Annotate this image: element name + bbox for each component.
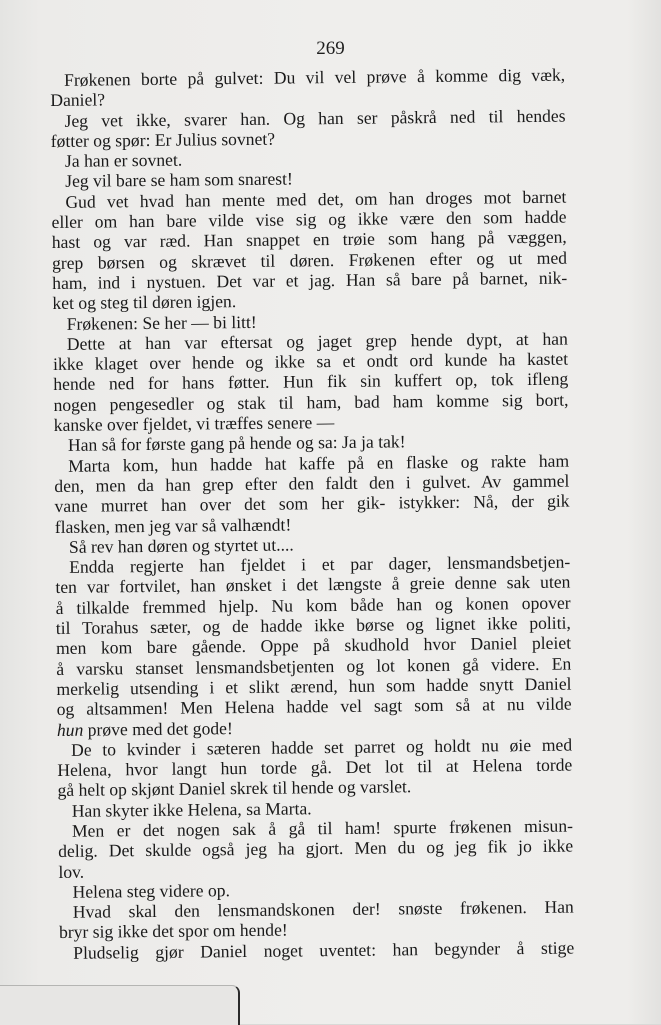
text-line: ham, ind i nystuen. Det var et jag. Han så bare på barnet, nik-: [52, 268, 567, 294]
scanner-edge: [0, 985, 240, 1025]
text-line: vane murret han over det som her gik- istykker: Nå, der gik: [54, 491, 569, 517]
text-line: delig. Det skulde også jeg ha gjort. Men du og jeg fik jo ikke: [58, 836, 573, 862]
text-line: Jeg vet ikke, svarer han. Og han ser påskrå ned til hendes: [50, 105, 565, 131]
text-line: Frøkenen borte på gulvet: Du vil vel prøve å komme dig væk,: [50, 65, 565, 91]
text-line: føtter og spør: Er Julius sovnet?: [51, 125, 566, 151]
text-line: Pludselig gjør Daniel noget uventet: han begynder å stige: [59, 937, 574, 963]
text-line: hast og var ræd. Han snappet en trøie som hang på væggen,: [52, 227, 567, 253]
text-line: bryr sig ikke det spor om hende!: [59, 917, 574, 943]
text-line: Ja han er sovnet.: [51, 146, 566, 172]
text-line: Så rev han døren og styrtet ut....: [55, 531, 570, 557]
text-line: hende ned for hans føtter. Hun fik sin kuffert op, tok ifleng: [53, 369, 568, 395]
text-line: ten var fortvilet, han ønsket i det længste å greie denne sak uten: [55, 572, 570, 598]
text-line: og altsammen! Men Helena hadde vel sagt som så at nu vilde: [57, 694, 572, 720]
text-line: til Torahus sæter, og de hadde ikke børse og lignet ikke politi,: [56, 613, 571, 639]
text-line: eller om han bare vilde vise sig og ikke være den som hadde: [51, 207, 566, 233]
text-line: lov.: [58, 856, 573, 882]
text-line: ikke klaget over hende og ikke sa et ondt ord kunde ha kastet: [53, 349, 568, 375]
text-line: den, men da han grep efter den faldt den i gulvet. Av gammel: [54, 471, 569, 497]
text-line: men kom bare gående. Oppe på skudhold hvor Daniel pleiet: [56, 633, 571, 659]
text-line: gå helt op skjønt Daniel skrek til hende og varslet.: [57, 775, 572, 801]
text-line: nogen pengesedler og stak til ham, bad ham komme sig bort,: [53, 389, 568, 415]
text-line: flasken, men jeg var så valhændt!: [55, 511, 570, 537]
text-line: Men er det nogen sak å gå til ham! spurte frøkenen misun-: [58, 816, 573, 842]
text-line: Helena steg videre op.: [59, 876, 574, 902]
text-line: Dette at han var eftersat og jaget grep hende dypt, at han: [53, 328, 568, 354]
text-line: Frøkenen: Se her — bi litt!: [53, 308, 568, 334]
text-segment: prøve med det gode!: [83, 718, 233, 740]
text-line: Marta kom, hun hadde hat kaffe på en flaske og rakte ham: [54, 450, 569, 476]
text-line: Han skyter ikke Helena, sa Marta.: [58, 795, 573, 821]
text-line: Daniel?: [50, 85, 565, 111]
text-line: merkelig utsending i et slikt ærend, hun som hadde snytt Daniel: [56, 673, 571, 699]
text-line: å tilkalde fremmed hjelp. Nu kom både han og konen opover: [56, 592, 571, 618]
text-line: ket og steg til døren igjen.: [52, 288, 567, 314]
text-line: Endda regjerte han fjeldet i et par dager, lensmandsbetjen-: [55, 552, 570, 578]
text-line: Helena, hvor langt hun torde gå. Det lot til at Helena torde: [57, 755, 572, 781]
text-line: Han så for første gang på hende og sa: Ja ja tak!: [54, 430, 569, 456]
text-line: Jeg vil bare se ham som snarest!: [51, 166, 566, 192]
body-text: [50, 65, 574, 963]
text-line: Gud vet hvad han mente med det, om han droges mot barnet: [51, 186, 566, 212]
text-line: kanske over fjeldet, vi træffes senere —: [54, 410, 569, 436]
page-number: 269: [0, 38, 661, 60]
text-line: De to kvinder i sæteren hadde set parret og holdt nu øie med: [57, 734, 572, 760]
text-line: grep børsen og skrævet til døren. Frøkenen efter og ut med: [52, 247, 567, 273]
italic-word: hun: [57, 719, 84, 739]
text-line: å varsku stanset lensmandsbetjenten og lot konen gå videre. En: [56, 653, 571, 679]
text-line: Hvad skal den lensmandskonen der! snøste frøkenen. Han: [59, 897, 574, 923]
